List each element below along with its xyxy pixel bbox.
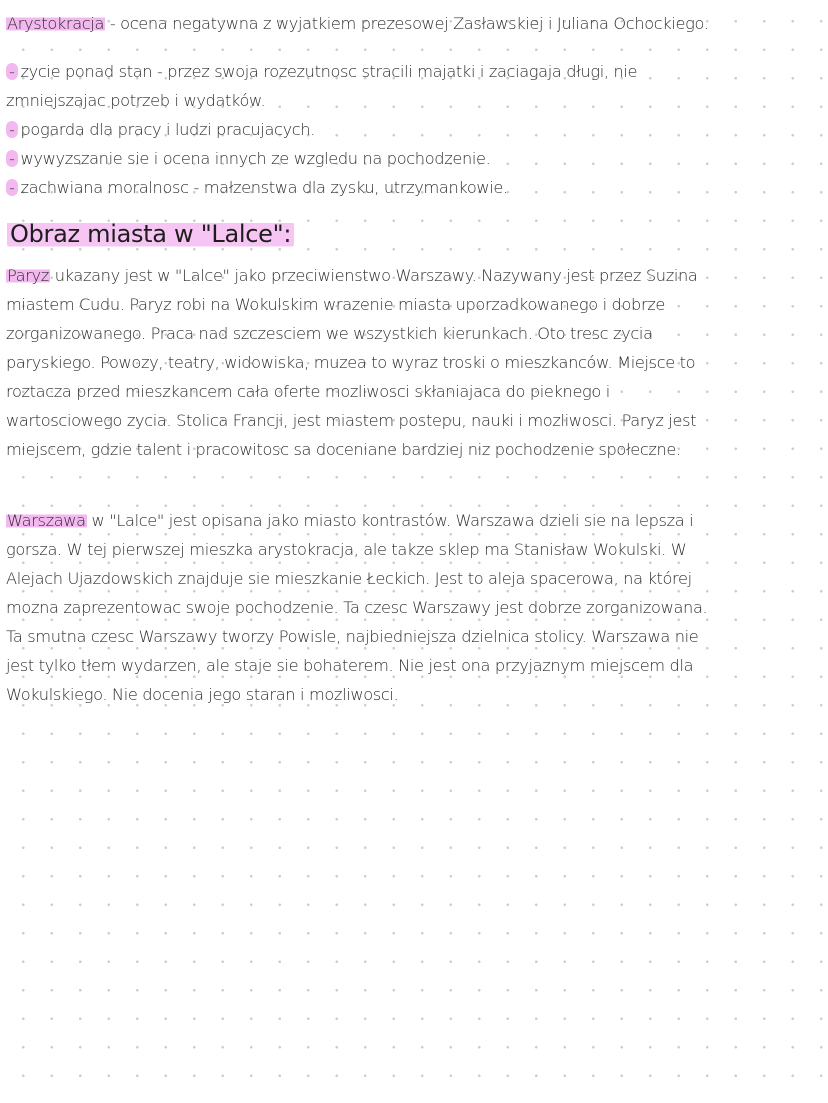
warszawa-paragraph-line: Alejach Ujazdowskich znajduje sie mieszkanie Łeckich. Jest to aleja spacerowa, na której [6, 569, 692, 588]
warszawa-paragraph-line [6, 511, 693, 530]
intro-text: - ocena negatywna z wyjatkiem prezesowej Zasławskiej i Juliana Ochockiego. [105, 14, 709, 33]
bullet-item [6, 62, 637, 81]
paryz-paragraph-line: roztacza przed mieszkancem cała oferte mozliwosci skłaniajaca do pieknego i [6, 382, 610, 401]
paryz-first-line-text: ukazany jest w "Lalce" jako przeciwienstwo Warszawy. Nazywany jest przez Suzina [49, 266, 698, 285]
warszawa-paragraph-line: Ta smutna czesc Warszawy tworzy Powisle, najbiedniejsza dzielnica stolicy. Warszawa nie [6, 627, 699, 646]
bullet-marker: - [6, 179, 18, 196]
paryz-term-highlight: Paryz [7, 266, 49, 285]
paryz-paragraph-line: wartosciowego zycia. Stolica Francji, jest miastem postepu, nauki i mozliwosci. Paryz jest [6, 411, 697, 430]
warszawa-paragraph-line: Wokulskiego. Nie docenia jego staran i mozliwosci. [6, 685, 399, 704]
intro-line [6, 14, 709, 33]
warszawa-term-highlight: Warszawa [7, 511, 86, 530]
bullet-text: zmniejszajac potrzeb i wydatków. [6, 91, 266, 110]
paryz-paragraph-line: paryskiego. Powozy, teatry, widowiska, muzea to wyraz troski o mieszkanców. Miejsce to [6, 353, 696, 372]
warszawa-paragraph-line: mozna zaprezentowac swoje pochodzenie. Ta czesc Warszawy jest dobrze zorganizowana. [6, 598, 708, 617]
warszawa-paragraph-line: jest tylko tłem wydarzen, ale staje sie bohaterem. Nie jest ona przyjaznym miejscem dla [6, 656, 694, 675]
bullet-marker: - [6, 121, 18, 138]
paryz-paragraph-line: miastem Cudu. Paryz robi na Wokulskim wrazenie miasta uporzadkowanego i dobrze [6, 295, 666, 314]
paryz-paragraph-line: miejscem, gdzie talent i pracowitosc sa doceniane bardziej niz pochodzenie społeczne. [6, 440, 681, 459]
bullet-text: zycie ponad stan - przez swoja rozezutnosc stracili majatki i zaciagaja długi, nie [20, 62, 638, 81]
bullet-text: zachwiana moralnosc - małzenstwa dla zysku, utrzymankowie. [20, 178, 508, 197]
section-heading [7, 220, 294, 248]
bullet-item [6, 178, 508, 197]
intro-term-highlight: Arystokracja [7, 14, 105, 33]
bullet-marker: - [6, 150, 18, 167]
bullet-text: pogarda dla pracy i ludzi pracujacych. [20, 120, 316, 139]
paryz-paragraph-line: zorganizowanego. Praca nad szczesciem we wszystkich kierunkach. Oto tresc zycia [6, 324, 653, 343]
bullet-continuation [6, 91, 265, 110]
bullet-item [6, 149, 490, 168]
warszawa-paragraph-line: gorsza. W tej pierwszej mieszka arystokracja, ale takze sklep ma Stanisław Wokulski. W [6, 540, 687, 559]
bullet-item [6, 120, 315, 139]
warszawa-first-line-text: w "Lalce" jest opisana jako miasto kontrastów. Warszawa dzieli sie na lepsza i [86, 511, 694, 530]
section-heading-text: Obraz miasta w "Lalce": [7, 220, 294, 248]
paryz-paragraph-line [6, 266, 698, 285]
bullet-text: wywyzszanie sie i ocena innych ze wzgledu na pochodzenie. [20, 149, 491, 168]
bullet-marker: - [6, 63, 18, 80]
